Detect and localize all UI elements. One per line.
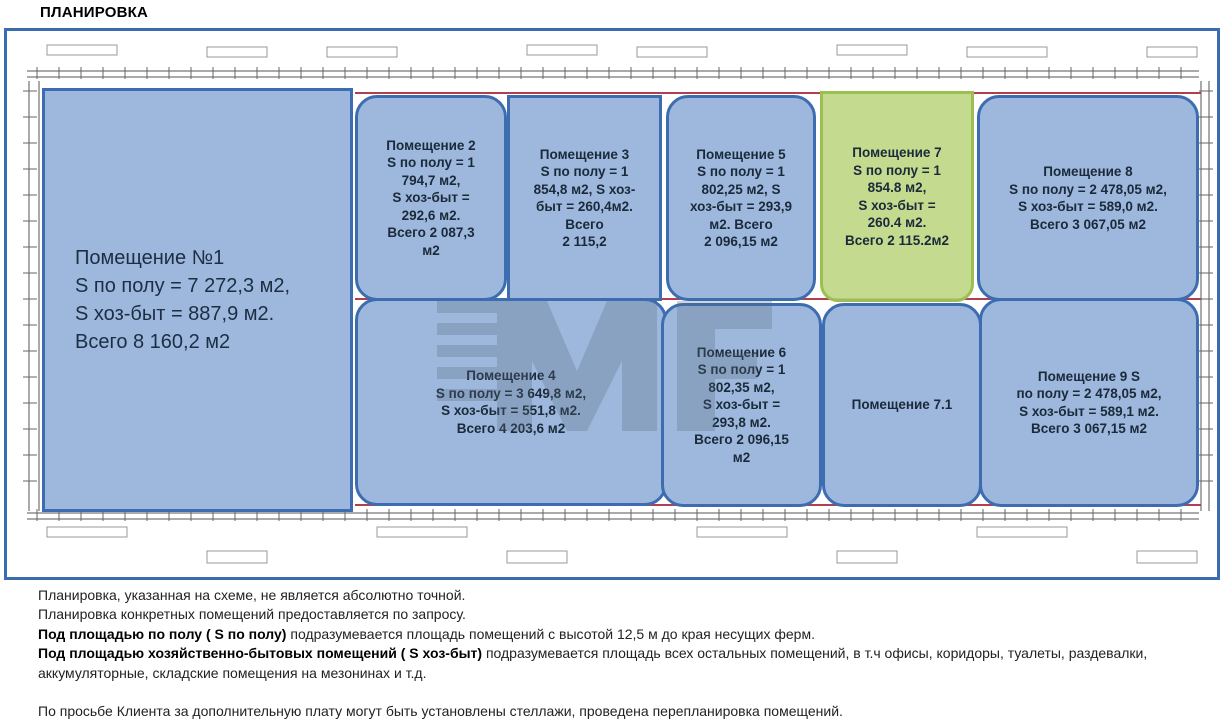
room-8-label: Помещение 8 S по полу = 2 478,05 м2, S хоз-быт = 589,0 м2. Всего 3 067,05 м2: [1009, 164, 1167, 232]
room-3[interactable]: [507, 95, 662, 301]
room-7-1-label: Помещение 7.1: [851, 397, 953, 413]
room-6[interactable]: [661, 303, 822, 507]
room-5-label: Помещение 5 S по полу = 1 802,25 м2, S хоз-быт = 293,9 м2. Всего 2 096,15 м2: [689, 146, 793, 249]
room-4[interactable]: [355, 298, 667, 506]
room-2[interactable]: [355, 95, 507, 301]
room-7-label: Помещение 7 S по полу = 1 854.8 м2, S хоз-быт = 260.4 м2. Всего 2 115.2м2: [845, 145, 949, 248]
room-8[interactable]: [977, 95, 1199, 301]
room-7-1[interactable]: [822, 303, 982, 507]
notes-section: [38, 586, 1208, 721]
note-line-2: Планировка конкретных помещений предоставляется по запросу.: [38, 606, 466, 623]
room-5[interactable]: [666, 95, 816, 301]
note-line-1: Планировка, указанная на схеме, не является абсолютно точной.: [38, 587, 466, 603]
room-1[interactable]: [42, 88, 353, 512]
floor-plan: [4, 28, 1220, 580]
room-1-label: Помещение №1 S по полу = 7 272,3 м2, S хоз-быт = 887,9 м2. Всего 8 160,2 м2: [75, 247, 291, 353]
note-line-5: По просьбе Клиента за дополнительную плату могут быть установлены стеллажи, проведена перепланировка помещений.: [38, 703, 843, 720]
note-line-4-text: подразумевается площадь всех остальных помещений, в т.ч офисы, коридоры, туалеты, раздевалки, аккумуляторные, складские помещения на мезонинах и т.д.: [38, 645, 1148, 681]
page-title: ПЛАНИРОВКА: [40, 4, 149, 21]
room-9[interactable]: [979, 298, 1199, 507]
room-9-label: Помещение 9 S по полу = 2 478,05 м2, S хоз-быт = 589,1 м2. Всего 3 067,15 м2: [1016, 368, 1162, 436]
room-7[interactable]: [820, 91, 974, 302]
room-4-label: Помещение 4 S по полу = 3 649,8 м2, S хоз-быт = 551,8 м2. Всего 4 203,6 м2: [435, 368, 587, 436]
room-3-label: Помещение 3 S по полу = 1 854,8 м2, S хоз- быт = 260,4м2. Всего 2 115,2: [533, 146, 636, 249]
note-line-4-term: Под площадью хозяйственно-бытовых помещений ( S хоз-быт): [38, 645, 483, 662]
note-line-3: [38, 625, 1208, 644]
note-line-3-term: Под площадью по полу ( S по полу): [38, 625, 287, 642]
room-2-label: Помещение 2 S по полу = 1 794,7 м2, S хоз-быт = 292,6 м2. Всего 2 087,3 м2: [386, 137, 476, 258]
note-line-4: [38, 644, 1208, 683]
room-6-label: Помещение 6 S по полу = 1 802,35 м2, S хоз-быт = 293,8 м2. Всего 2 096,15 м2: [694, 344, 789, 465]
note-line-3-text: подразумевается площадь помещений с высотой 12,5 м до края несущих ферм.: [286, 625, 815, 642]
